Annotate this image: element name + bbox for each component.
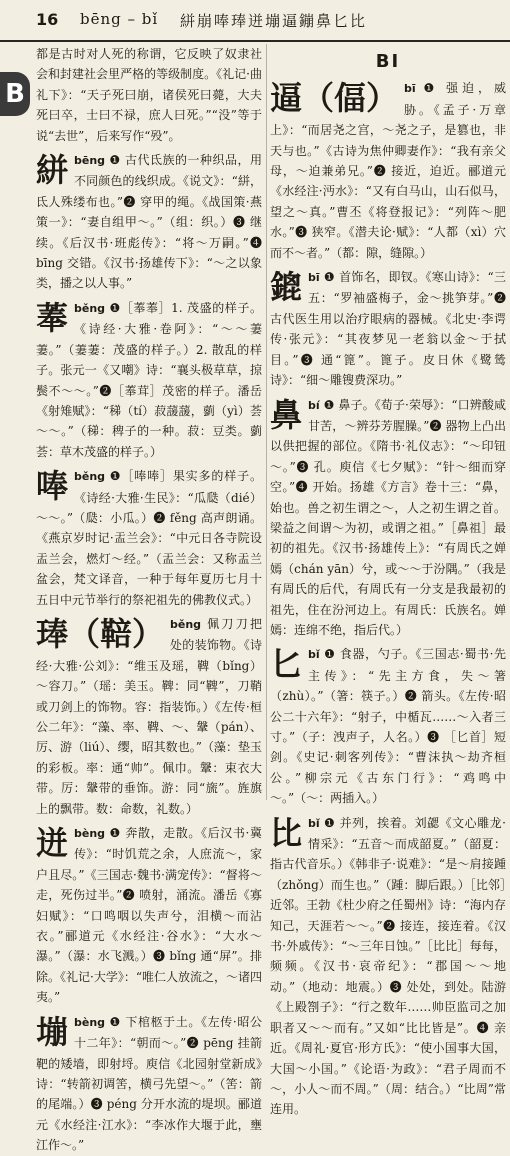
right-entries (270, 78, 506, 1119)
headword: 絣 (36, 151, 69, 190)
dictionary-entry (36, 823, 262, 1008)
definition: ❶ 鼻子。《荀子·荣辱》：“口辨酸咸甘苦，～辨芬芳腥臊。”❷ 器物上凸出以供把握的部位。《隋书·礼仪志》：“～印钮～。”❸ 孔。庾信《七夕赋》：“针～细而穿空。”❹ 开始。扬雄《方言》卷十三：“鼻，始也。兽之初生谓之～，人之初生谓之首。梁益之间谓～为初，或谓之祖。”［鼻祖］最初的祖先。《汉书·扬雄传上》：“有周氏之婵嫣（chán yān）兮，或～～于汾隅。”（我是有周氏的后代，有周氏有一分支是我最初的祖先，住在汾河边上。有周氏：氏族名。婵嫣：连绵不绝，指后代。） (270, 397, 506, 637)
left-entries (36, 150, 262, 1156)
dictionary-entry (270, 78, 506, 263)
pinyin: bǐ (308, 816, 320, 830)
pinyin: bǐ (308, 648, 320, 662)
dictionary-entry (270, 644, 506, 808)
pinyin-range: bēng – bǐ (80, 10, 159, 28)
definition: ❶ 食器，勺子。《三国志·蜀书·先主传》：“先主方食，失～箸（zhù）。”（箸：筷子。）❷ 箭头。《左传·昭公二十六年》：“射子，中楯瓦……～入者三寸。”（子：洩声子，人名。）❸ ［匕首］短剑。《史记·刺客列传》：“曹沫执～劫齐桓公。”柳宗元《古东门行》：“鸡鸣中～。”（～：两插入。） (270, 647, 506, 806)
right-column (270, 44, 506, 1117)
page-header (0, 0, 510, 42)
pinyin: bēng (74, 154, 106, 168)
headword: 比 (270, 813, 303, 852)
definition: ❶ 奔散，走散。《后汉书·冀传》：“时饥荒之余，人庶流～，家户且尽。”《三国志·魏书·满宠传》：“督将～走，死伤过半。”❷ 喷射，涌流。潘岳《寡妇赋》：“口鸣咽以失声兮，泪横～而沾衣。”郦道元《水经注·谷水》：“大水～瀑。”（瀑：水飞溅。）❸ bǐng 通“屏”。排除。《礼记·大学》：“唯仁人放流之，～诸四夷。” (36, 826, 262, 1005)
headword: 鼻 (270, 395, 303, 434)
headword: 菶 (36, 298, 69, 337)
pinyin: běng (170, 617, 202, 631)
pinyin: bī (404, 82, 416, 96)
letter-tab[interactable]: B (0, 72, 30, 116)
dictionary-entry (270, 267, 506, 390)
dictionary-entry (36, 150, 262, 294)
headword: 鎞 (270, 268, 303, 307)
headword: 迸 (36, 824, 69, 863)
pinyin: bī (308, 271, 320, 285)
headword: 唪 (36, 467, 69, 506)
dictionary-entry (36, 614, 262, 819)
dictionary-entry (270, 813, 506, 1120)
dictionary-entry (36, 1012, 262, 1156)
definition: ❶［唪唪］果实多的样子。《诗经·大雅·生民》：“瓜瓞（dié）～～。”（瓞：小瓜。）❷ fěng 高声朗诵。《燕京岁时记·盂兰会》：“中元日各寺院设盂兰会，燃灯～经。”（盂兰会：又称盂兰盆会，梵文译音，一种于每年夏历七月十五日中元节举行的祭祀祖先的佛教仪式。） (36, 469, 262, 607)
definition: ❶［菶菶］1. 茂盛的样子。《诗经·大雅·卷阿》：“～～萋萋。”（萋萋：茂盛的样子。）2. 散乱的样子。张元一《又嘲》诗：“襄头极草草，掠鬓不～～。”❷［菶茸］茂密的样子。潘岳《射雉赋》：“稊（tí）菽蘐蘐，藰（yì）荟～～。”（稊：稗子的一种。菽：豆类。藰荟：草木茂盛的样子。） (36, 300, 262, 459)
headword: 匕 (270, 645, 303, 684)
headword: 琫（鞛） (36, 614, 165, 653)
intro-paragraph: 都是古时对人死的称谓，它反映了奴隶社会和封建社会里严格的等级制度。《礼记·曲礼下》：“天子死曰崩，诸侯死曰薨，大夫死曰卒，士曰不禄，庶人曰死。”“没”等于说“去世”，后来写作“殁”。 (36, 47, 262, 143)
index-characters: 絣崩唪琫迸塴逼鏰鼻匕比 (180, 12, 368, 30)
headword: 逼（偪） (270, 79, 399, 118)
section-heading: BI (375, 51, 401, 72)
dictionary-entry (36, 466, 262, 610)
definition: ❶ 并列，挨着。刘勰《文心雕龙·情采》：“五音～而成韶夏。”（韶夏：指古代音乐。）《韩非子·说难》：“是～肩接踵（zhǒng）而生也。”（踵：脚后跟。）［比邻］近邻。王勃《杜少府之任蜀州》诗：“海内存知己，天涯若～～。”❷ 接连，接连着。《汉书·外戚传》：“～三年日蚀。”［比比］每每，频频。《汉书·哀帝纪》：“郡国～～地动。”（地动：地震。）❸ 处处，到处。陆游《上殿劄子》：“行之数年……帅臣监司之加职者又～～而有。”又如“比比皆是”。❹ 亲近。《周礼·夏官·形方氏》：“使小国事大国，大国～小国。”《论语·为政》：“君子周而不～，小人～而不周。”（周：结合。）“比周”常连用。 (270, 815, 506, 1117)
dictionary-entry (36, 298, 262, 462)
pinyin: bèng (74, 827, 106, 841)
headword: 塴 (36, 1012, 69, 1051)
pinyin: bí (308, 398, 320, 412)
pinyin: bèng (74, 1015, 106, 1029)
left-column (36, 44, 266, 1153)
dictionary-entry (270, 395, 506, 641)
definition: 佩刀刀把处的装饰物。《诗经·大雅·公刘》：“维玉及瑶，鞞（bǐng）～容刀。”（瑶：美玉。鞞：同“鞞”，刀鞘或刀剑上的饰物。容：指装饰。）《左传·桓公二年》：“藻、率、鞞、～、鞶（pán）、厉、游（liú）、缨，昭其数也。”（藻：垫玉的彩板。率：通“帅”。佩巾。鞶：束衣大带。厉：鞶带的垂饰。游：同“旒”。旌旗上的飘带。数：命数，礼数。） (36, 616, 262, 816)
definition: ❶ 强迫，威胁。《孟子·万章上》：“而居尧之宫，～尧之子，是篡也，非天与也。”《古诗为焦仲卿妻作》：“我有亲父母，～迫兼弟兄。”❷ 接近，迫近。郦道元《水经注·沔水》：“又有白马山，山石似马，望之～真。”曹丕《将登报记》：“列阵～肥水。”❸ 狭窄。《潜夫论·赋》：“人都（xì）穴而不～者。”（都：隙，缝隙。） (270, 81, 506, 260)
definition: ❶ 下棺柩于土。《左传·昭公十二年》：“朝而～。”❷ pēng 挂箭靶的矮墙，即射埒。庾信《北园射堂新成》诗：“转箭初调筈，横弓先望～。”（筈：箭的尾端。）❸ péng 分开水流的堤坝。郦道元《水经注·江水》：“李冰作大堰于此，壅江作～。” (36, 1014, 262, 1153)
page-number: 16 (36, 10, 59, 29)
pinyin: běng (74, 470, 106, 484)
definition: ❶ 古代氐族的一种织品，用不同颜色的线织成。《说文》：“絣，氐人殊缕布也。”❷ 穿甲的绳。《战国策·燕策一》：“妻自组甲～。”（组：织。）❸ 继续。《后汉书·班彪传》：“将～万嗣。”❹ bīng 交错。《汉书·扬雄传下》：“～之以象类，播之以人事。” (36, 153, 262, 291)
definition: ❶ 首饰名，即钗。《寒山诗》：“三五：“罗袖盛梅子，金～挑笋芽。”❷ 古代医生用以治疗眼病的器械。《北史·李谔传·张元》：“其夜梦见一老翁以金～于拭目。”❸ 通“篦”。篦子。皮日休《鹭鸶诗》：“细～雕锼费深功。” (270, 270, 506, 388)
pinyin: běng (74, 301, 106, 315)
column-divider (266, 44, 267, 800)
